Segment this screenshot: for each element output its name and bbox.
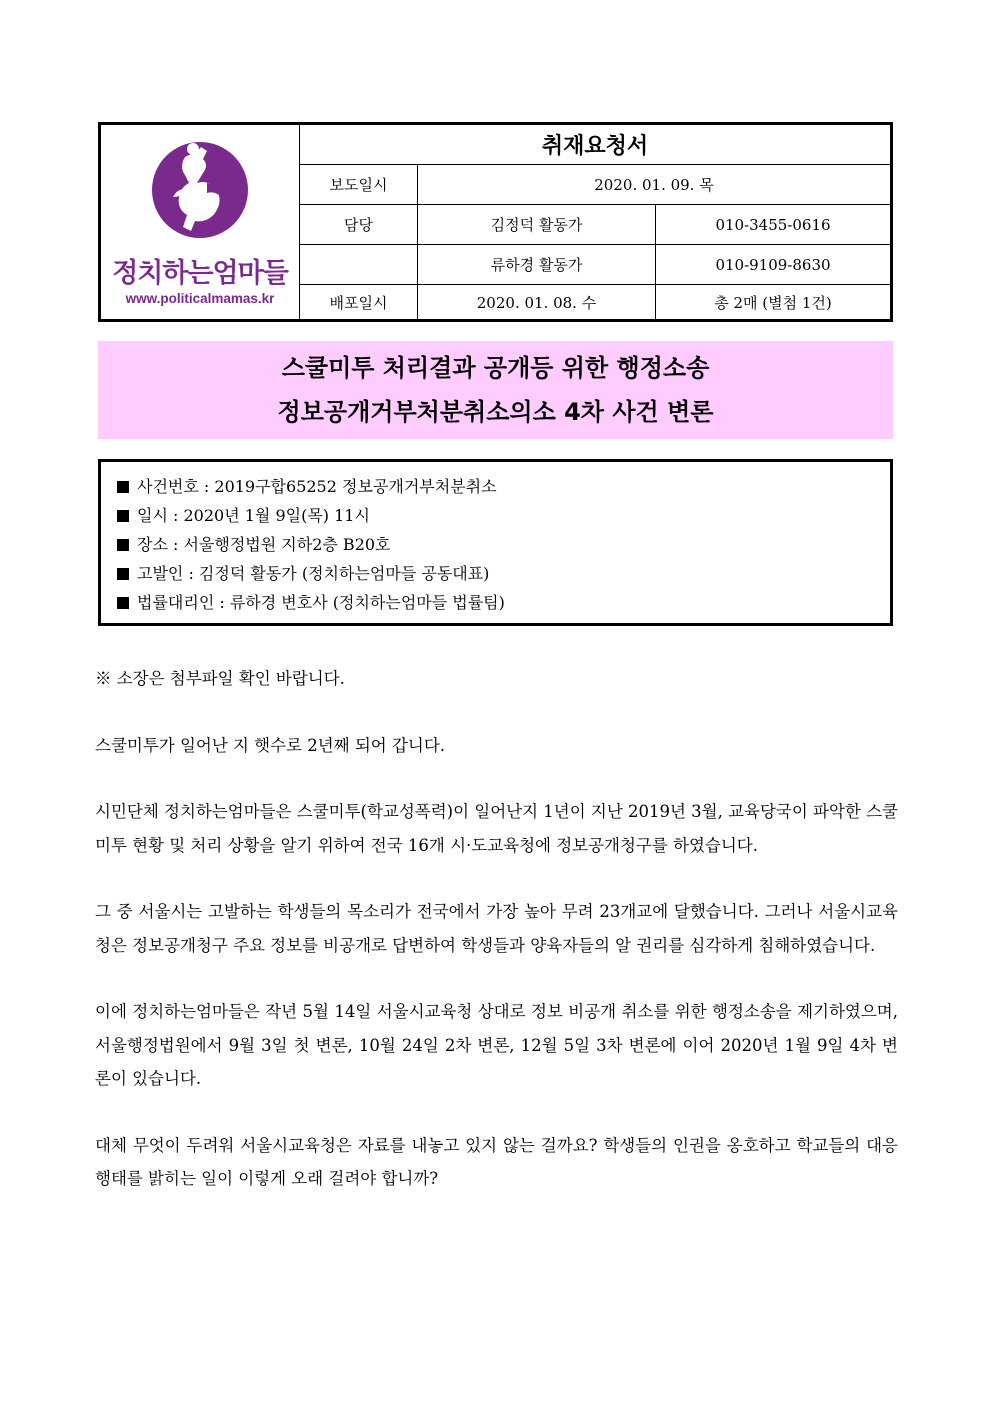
logo-name: 정치하는엄마들 <box>112 258 288 289</box>
contact-1-name: 김정덕 활동가 <box>418 205 656 244</box>
row-release-date <box>300 165 890 205</box>
distribution-date-value: 2020. 01. 08. 수 <box>418 285 656 319</box>
case-details-box <box>98 459 893 626</box>
paragraph: 이에 정치하는엄마들은 작년 5월 14일 서울시교육청 상대로 정보 비공개 취소를 위한 행정소송을 제기하였으며, 서울행정법원에서 9월 3일 첫 변론, 10월 24일 2차 변론, 12월 5일 3차 변론에 이어 2020년 1월 9일 4차 변론이 있습니다. <box>95 1002 898 1088</box>
logo-url: www.politicalmamas.kr <box>125 291 275 306</box>
contact-2-label <box>300 245 418 284</box>
page-count: 총 2매 (별첨 1건) <box>714 293 832 312</box>
info-cell <box>300 125 890 319</box>
detail-location: 장소 : 서울행정법원 지하2층 B20호 <box>117 530 890 559</box>
row-contact-2 <box>300 245 890 285</box>
logo-cell <box>101 125 300 319</box>
attachment-note: ※ 소장은 첨부파일 확인 바랍니다. <box>95 669 345 688</box>
detail-date-time: 일시 : 2020년 1월 9일(목) 11시 <box>117 501 890 530</box>
detail-case-number: 사건번호 : 2019구합65252 정보공개거부처분취소 <box>117 472 890 501</box>
logo-emblem-icon <box>145 135 255 249</box>
detail-complainant: 고발인 : 김정덕 활동가 (정치하는엄마들 공동대표) <box>117 559 890 588</box>
distribution-date-label: 배포일시 <box>300 285 418 319</box>
paragraph: 그 중 서울시는 고발하는 학생들의 목소리가 전국에서 가장 높아 무려 23개교에 달했습니다. 그러나 서울시교육청은 정보공개청구 주요 정보를 비공개로 답변하여 학생들과 양육자들의 알 권리를 심각하게 침해하였습니다. <box>95 902 898 955</box>
headline-banner <box>98 341 893 439</box>
contact-2-phone: 010-9109-8630 <box>715 255 831 274</box>
release-date-label: 보도일시 <box>300 165 418 204</box>
headline-line-1: 스쿨미투 처리결과 공개등 위한 행정소송 <box>281 354 710 382</box>
contact-1-phone: 010-3455-0616 <box>715 215 831 234</box>
bullet-square-icon <box>117 481 129 493</box>
row-contact-1 <box>300 205 890 245</box>
bullet-square-icon <box>117 510 129 522</box>
bullet-square-icon <box>117 539 129 551</box>
paragraph: 스쿨미투가 일어난 지 햇수로 2년째 되어 갑니다. <box>95 735 446 755</box>
body-text <box>95 662 898 1229</box>
bullet-square-icon <box>117 597 129 609</box>
bullet-square-icon <box>117 568 129 580</box>
row-distribution-date <box>300 285 890 319</box>
contact-label: 담당 <box>300 205 418 244</box>
press-header-table <box>98 122 893 322</box>
release-date-value: 2020. 01. 09. 목 <box>594 176 714 194</box>
paragraph: 시민단체 정치하는엄마들은 스쿨미투(학교성폭력)이 일어난지 1년이 지난 2019년 3월, 교육당국이 파악한 스쿨미투 현황 및 처리 상황을 알기 위하여 전국 16개 시·도교육청에 정보공개청구를 하였습니다. <box>95 802 898 855</box>
detail-legal-representative: 법률대리인 : 류하경 변호사 (정치하는엄마들 법률팀) <box>117 588 890 617</box>
paragraph: 대체 무엇이 두려워 서울시교육청은 자료를 내놓고 있지 않는 걸까요? 학생들의 인권을 옹호하고 학교들의 대응행태를 밝히는 일이 이렇게 오래 걸려야 합니까? <box>95 1135 898 1188</box>
headline-line-2: 정보공개거부처분취소의소 4차 사건 변론 <box>277 398 714 426</box>
contact-2-name: 류하경 활동가 <box>418 245 656 284</box>
document-title: 취재요청서 <box>300 125 890 165</box>
